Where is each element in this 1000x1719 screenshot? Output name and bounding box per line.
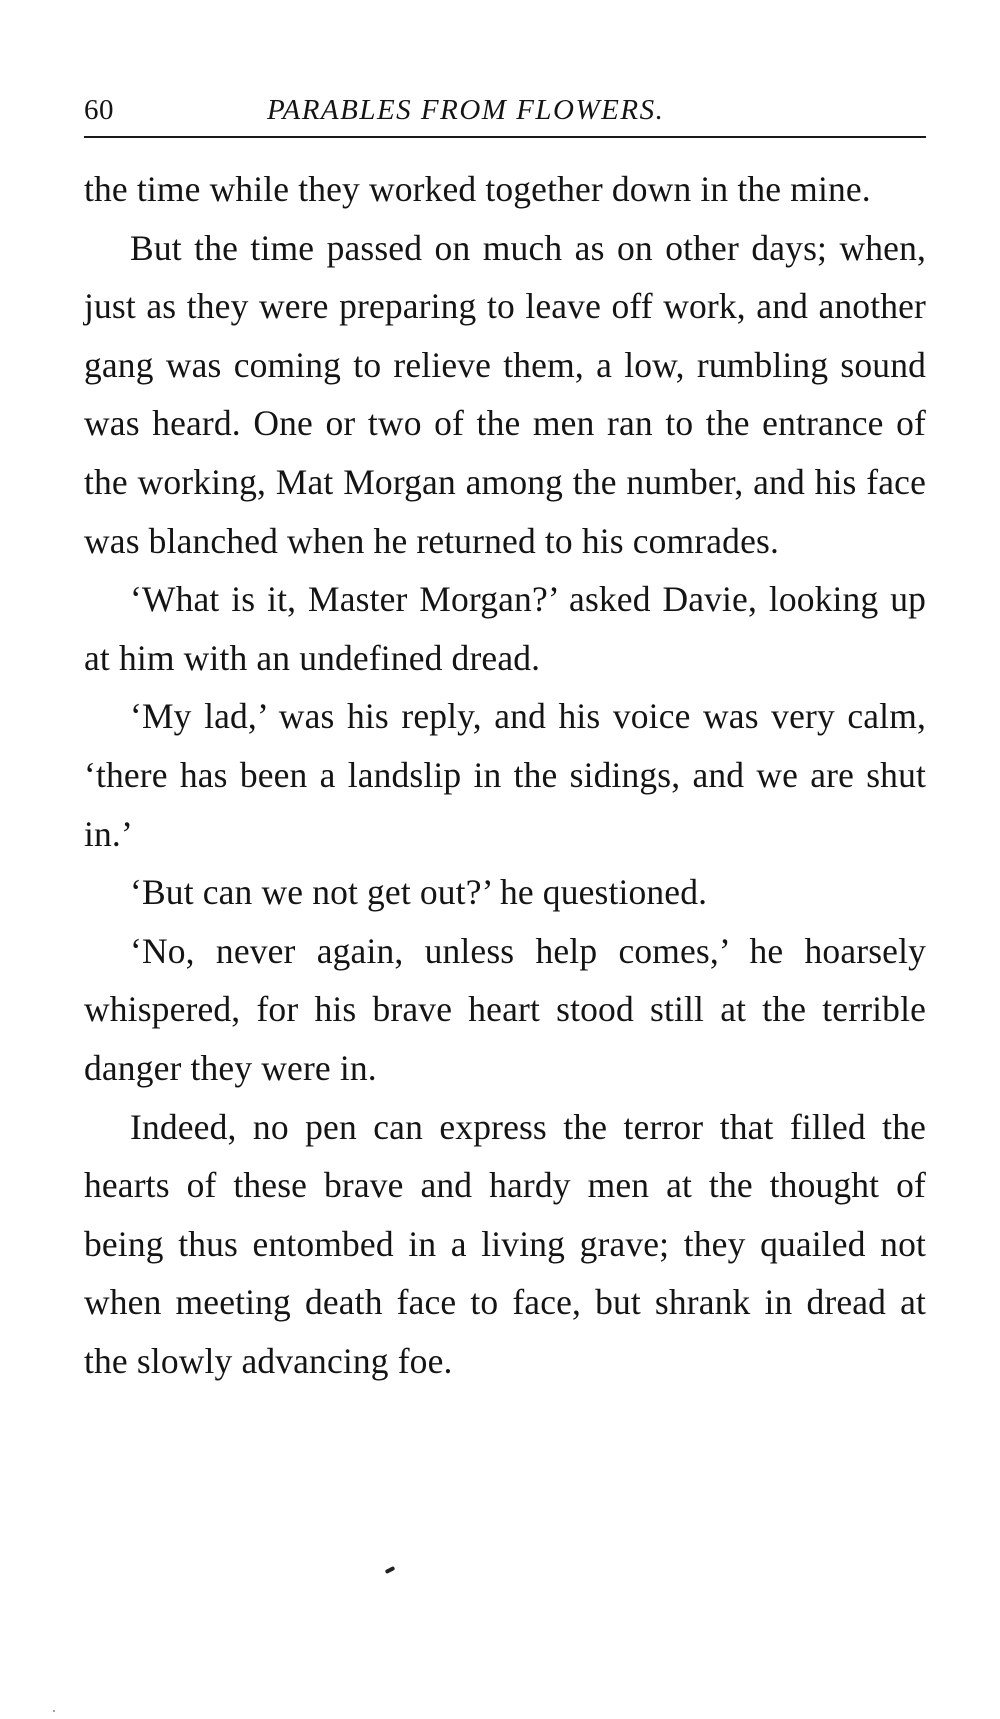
paragraph-morgan-reply: ‘My lad,’ was his reply, and his voice was very calm, ‘there has been a landslip in the sidings, and we are shut in.’: [84, 696, 926, 854]
paragraph-terror: Indeed, no pen can express the terror that filled the hearts of these brave and hardy men at the thought of being thus entombed in a living grave; they quailed not when meeting death face to face, but shrank in dread at the slowly advancing foe.: [84, 1106, 926, 1381]
header-rule: [84, 136, 926, 138]
paragraph-no-never-again: ‘No, never again, unless help comes,’ he hoarsely whispered, for his brave heart stood still at the terrible danger they were in.: [84, 930, 926, 1088]
body-text: [84, 160, 926, 1390]
paragraph-get-out-question: ‘But can we not get out?’ he questioned.: [130, 872, 708, 913]
running-title: PARABLES FROM FLOWERS.: [267, 94, 665, 126]
paragraph-continued: the time while they worked together down in the mine.: [84, 169, 871, 209]
ink-speck: [385, 1566, 396, 1574]
page-number: 60: [84, 94, 114, 126]
paragraph-landslip-sound: But the time passed on much as on other days; when, just as they were preparing to leave off work, and another gang was coming to relieve them, a low, rumbling sound was heard. One or two of the men ran to the entrance of the working, Mat Morgan among the number, and his face was blanched when he returned to his comrades.: [84, 227, 926, 561]
book-page: [84, 88, 926, 1390]
running-head: [84, 88, 926, 132]
paragraph-davie-question: ‘What is it, Master Morgan?’ asked Davie, looking up at him with an undefined dread.: [84, 579, 926, 678]
edge-speck: [53, 1710, 55, 1712]
